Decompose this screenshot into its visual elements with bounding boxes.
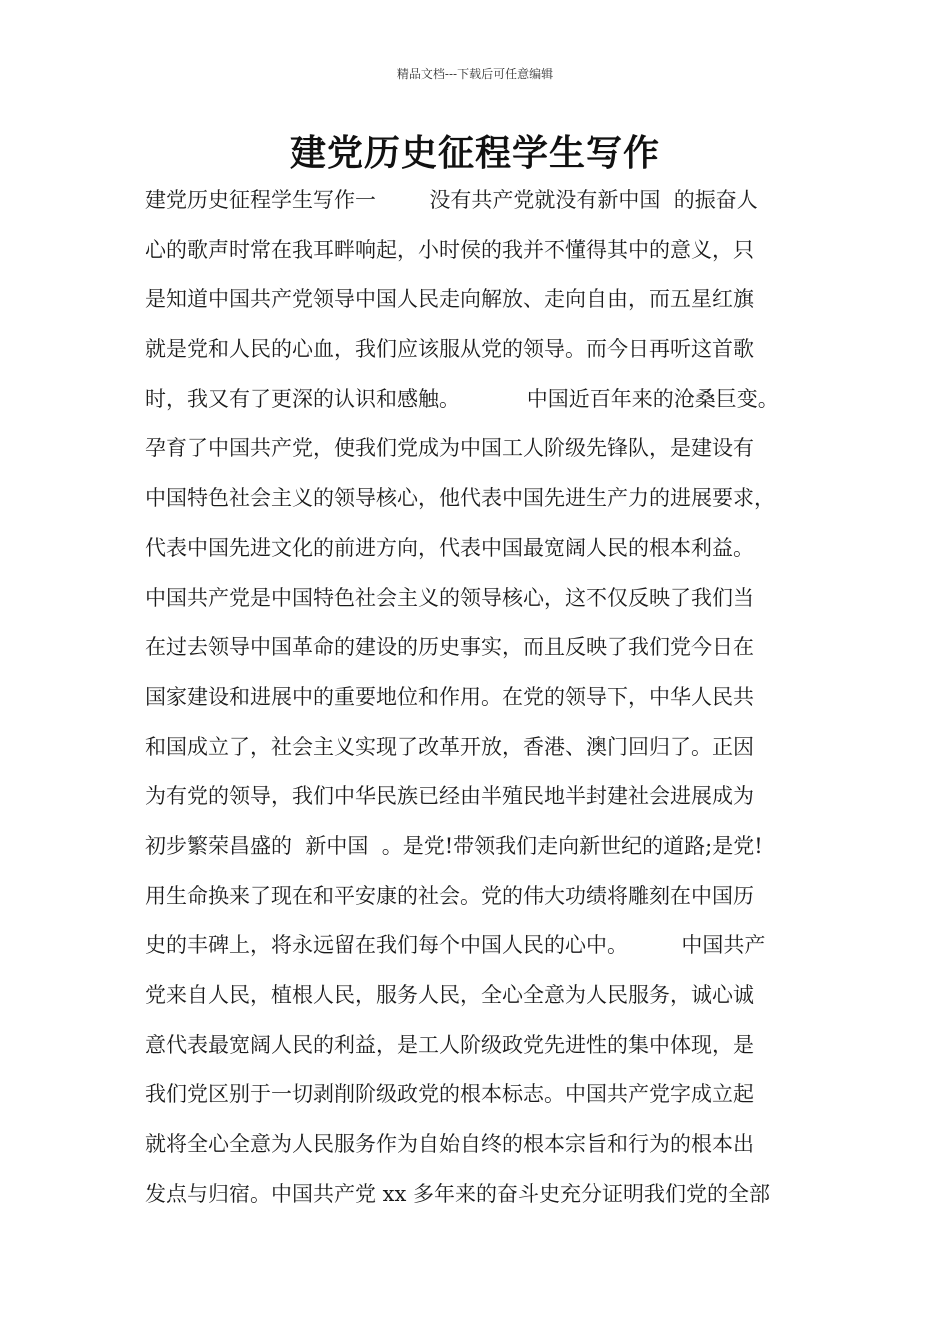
document-body <box>145 180 835 1223</box>
body-line: 国家建设和进展中的重要地位和作用。在党的领导下，中华人民共 <box>145 684 754 709</box>
body-line: 史的丰碑上，将永远留在我们每个中国人民的心中。 中国共产 <box>145 933 766 958</box>
body-line: 建党历史征程学生写作一 没有共产党就没有新中国 的振奋人 <box>145 188 758 212</box>
page-header: 精品文档---下载后可任意编辑 <box>396 67 554 81</box>
body-line: 是知道中国共产党领导中国人民走向解放、走向自由，而五星红旗 <box>145 287 754 312</box>
document-title: 建党历史征程学生写作 <box>289 132 660 174</box>
body-line: 就是党和人民的心血，我们应该服从党的领导。而今日再听这首歌 <box>145 337 754 362</box>
body-line: 代表中国先进文化的前进方向，代表中国最宽阔人民的根本利益。 <box>145 535 754 560</box>
body-line: 时，我又有了更深的认识和感触。 中国近百年来的沧桑巨变。 <box>145 386 779 411</box>
body-line: 发点与归宿。中国共产党 xx 多年来的奋斗史充分证明我们党的全部 <box>145 1181 771 1206</box>
body-line: 就将全心全意为人民服务作为自始自终的根本宗旨和行为的根本出 <box>145 1132 754 1157</box>
body-line: 我们党区别于一切剥削阶级政党的根本标志。中国共产党字成立起 <box>145 1082 754 1107</box>
body-line: 孕育了中国共产党，使我们党成为中国工人阶级先锋队，是建设有 <box>145 436 754 461</box>
body-line: 心的歌声时常在我耳畔响起，小时侯的我并不懂得其中的意义，只 <box>145 237 754 262</box>
body-line: 和国成立了，社会主义实现了改革开放，香港、澳门回归了。正因 <box>145 734 754 759</box>
body-line: 党来自人民，植根人民，服务人民，全心全意为人民服务，诚心诚 <box>145 983 754 1007</box>
body-line: 为有党的领导，我们中华民族已经由半殖民地半封建社会进展成为 <box>145 784 754 809</box>
body-line: 中国共产党是中国特色社会主义的领导核心，这不仅反映了我们当 <box>145 585 754 610</box>
body-line: 用生命换来了现在和平安康的社会。党的伟大功绩将雕刻在中国历 <box>145 883 754 908</box>
body-line: 初步繁荣昌盛的 新中国 。是党!带领我们走向新世纪的道路;是党! <box>145 833 763 858</box>
body-line: 意代表最宽阔人民的利益，是工人阶级政党先进性的集中体现，是 <box>145 1032 754 1057</box>
body-line: 在过去领导中国革命的建设的历史事实，而且反映了我们党今日在 <box>145 635 754 660</box>
body-line: 中国特色社会主义的领导核心，他代表中国先进生产力的进展要求， <box>145 486 775 511</box>
